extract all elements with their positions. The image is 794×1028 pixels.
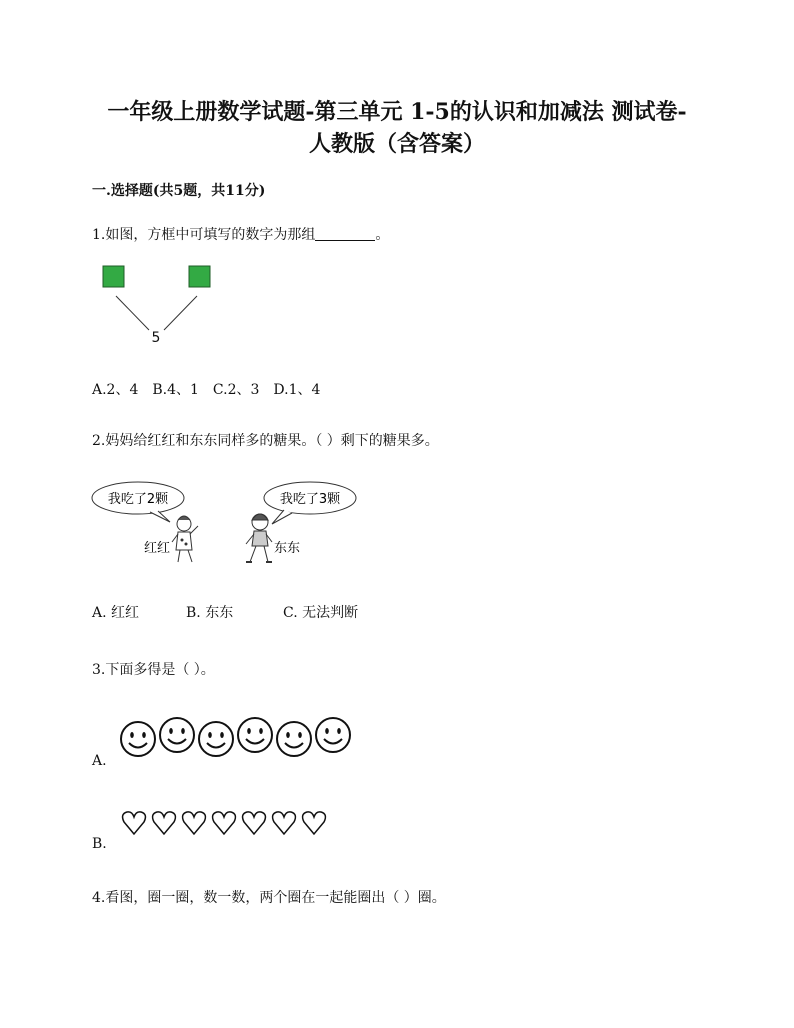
question-2-option-c[interactable]: C. 无法判断: [283, 605, 359, 621]
girl-figure-icon: [172, 516, 198, 562]
page-title-line-1: 一年级上册数学试题-第三单元 1-5的认识和加减法 测试卷-: [107, 99, 687, 125]
question-2-option-a[interactable]: A. 红红: [92, 605, 140, 621]
question-2-illustration: [88, 478, 378, 570]
smiley-face-icon: [160, 718, 194, 752]
question-3-stem: 3.下面多得是（ ）。: [92, 662, 215, 678]
answer-blank[interactable]: [315, 226, 375, 241]
right-number-box[interactable]: [189, 266, 210, 287]
question-2-stem: 2.妈妈给红红和东东同样多的糖果。（ ）剩下的糖果多。: [92, 433, 439, 449]
question-3-option-b[interactable]: B.: [92, 836, 107, 852]
question-1-stem-end: 。: [375, 227, 390, 243]
smiley-face-icon: [199, 722, 233, 756]
speech-bubble-right-text: 我吃了3颗: [279, 492, 341, 507]
question-1: [92, 224, 389, 244]
smiley-face-icon: [238, 718, 272, 752]
name-right: 东东: [274, 541, 301, 556]
speech-bubble-right-tail: [272, 510, 292, 524]
heart-icon: [303, 812, 326, 834]
question-1-stem: 1.如图，方框中可填写的数字为那组: [92, 227, 316, 243]
heart-row: [118, 806, 344, 840]
right-branch-line: [164, 296, 197, 330]
heart-icon: [213, 812, 236, 834]
heart-icon: [243, 812, 266, 834]
heart-icon: [123, 812, 146, 834]
smiley-face-icon: [121, 722, 155, 756]
question-2-option-b[interactable]: B. 东东: [186, 605, 234, 621]
name-left: 红红: [144, 541, 171, 556]
section-heading: 一.选择题(共5题，共11分): [92, 183, 266, 199]
number-split-diagram: [96, 258, 226, 350]
heart-icon: [183, 812, 206, 834]
left-branch-line: [116, 296, 149, 330]
smiley-face-icon: [316, 718, 350, 752]
smiley-face-icon: [277, 722, 311, 756]
heart-icon: [153, 812, 176, 834]
question-3-option-a[interactable]: A.: [92, 753, 107, 769]
left-number-box[interactable]: [103, 266, 124, 287]
heart-icon: [273, 812, 296, 834]
boy-figure-icon: [246, 514, 272, 562]
speech-bubble-left-tail: [150, 511, 170, 522]
smiley-row: [118, 713, 364, 759]
diagram-number: 5: [151, 330, 161, 346]
page-title-line-2: 人教版（含答案）: [308, 131, 485, 157]
question-4-stem: 4.看图，圈一圈，数一数，两个圈在一起能圈出（ ）圈。: [92, 890, 446, 906]
speech-bubble-left-text: 我吃了2颗: [107, 492, 169, 507]
question-1-options: A.2、4 B.4、1 C.2、3 D.1、4: [92, 382, 321, 398]
